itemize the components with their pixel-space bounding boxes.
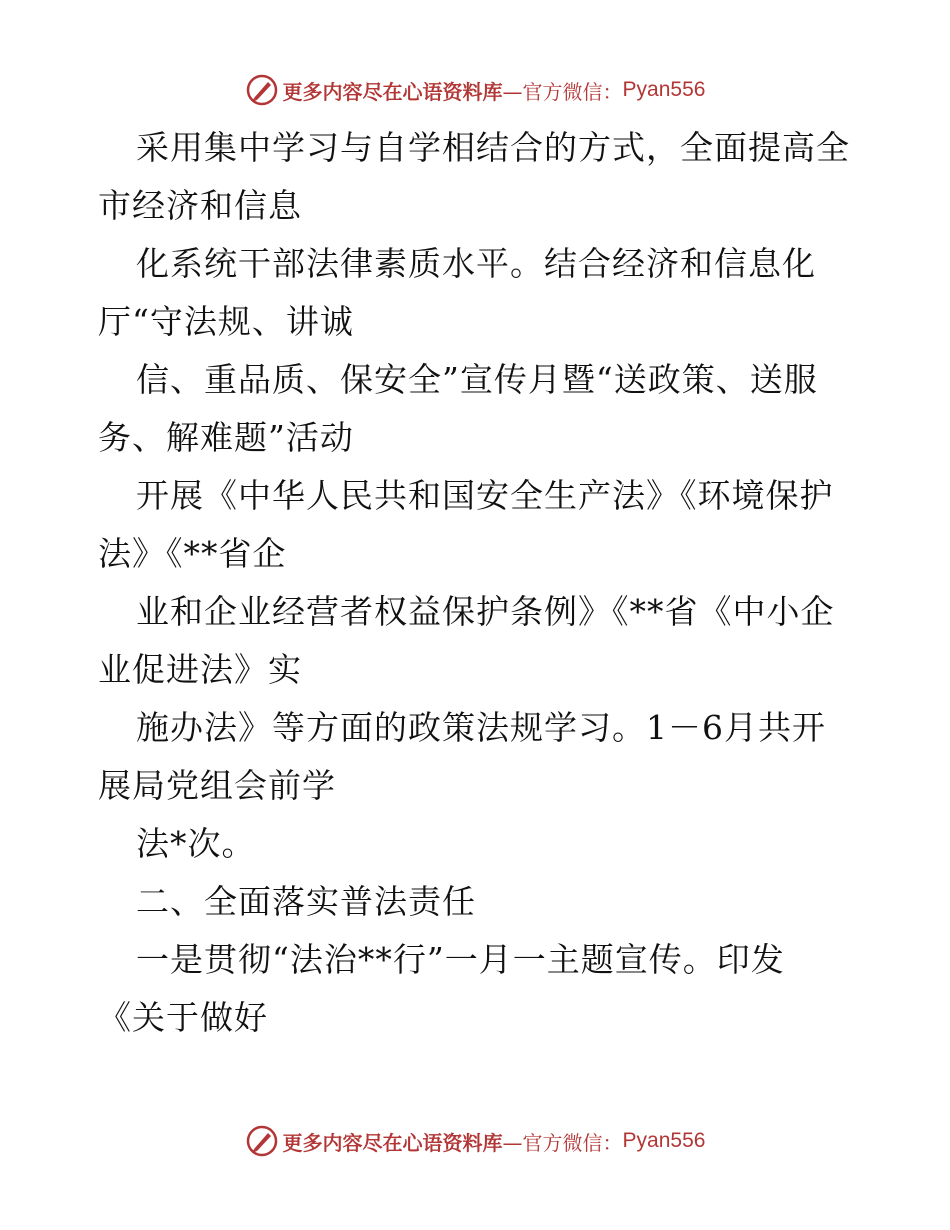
body-line: 业和企业经营者权益保护条例》《**省《中小企 xyxy=(136,592,835,631)
header-watermark xyxy=(0,70,950,110)
footer-watermark-sub: —官方微信： xyxy=(502,1130,623,1155)
document-body xyxy=(98,119,858,1047)
body-line: 《关于做好 xyxy=(98,998,268,1037)
body-line: 开展《中华人民共和国安全生产法》《环境保护 xyxy=(136,476,834,515)
pen-logo-icon xyxy=(245,1124,279,1158)
body-line: 信、重品质、保安全”宣传月暨“送政策、送服 xyxy=(136,360,818,399)
body-line: 业促进法》实 xyxy=(98,650,302,689)
body-line: 厅“守法规、讲诚 xyxy=(98,302,354,341)
pen-logo-icon xyxy=(245,73,279,107)
footer-watermark xyxy=(0,1121,950,1161)
body-line: 市经济和信息 xyxy=(98,186,302,225)
body-line: 采用集中学习与自学相结合的方式，全面提高全 xyxy=(136,128,850,167)
body-line: 务、解难题”活动 xyxy=(98,418,354,457)
body-line: 展局党组会前学 xyxy=(98,766,336,805)
footer-watermark-main: 更多内容尽在心语资料库 xyxy=(282,1130,503,1155)
header-watermark-id: Pyan556 xyxy=(622,78,706,101)
footer-watermark-id: Pyan556 xyxy=(622,1129,706,1152)
body-line: 化系统干部法律素质水平。结合经济和信息化 xyxy=(136,244,816,283)
section-heading: 二、全面落实普法责任 xyxy=(136,882,476,921)
body-line: 法》《**省企 xyxy=(98,534,287,573)
header-watermark-main: 更多内容尽在心语资料库 xyxy=(282,79,503,104)
body-line: 施办法》等方面的政策法规学习。1－6月共开 xyxy=(136,708,826,747)
body-line: 法*次。 xyxy=(136,824,256,863)
body-line: 一是贯彻“法治**行”一月一主题宣传。印发 xyxy=(136,940,785,979)
header-watermark-sub: —官方微信： xyxy=(502,79,623,104)
